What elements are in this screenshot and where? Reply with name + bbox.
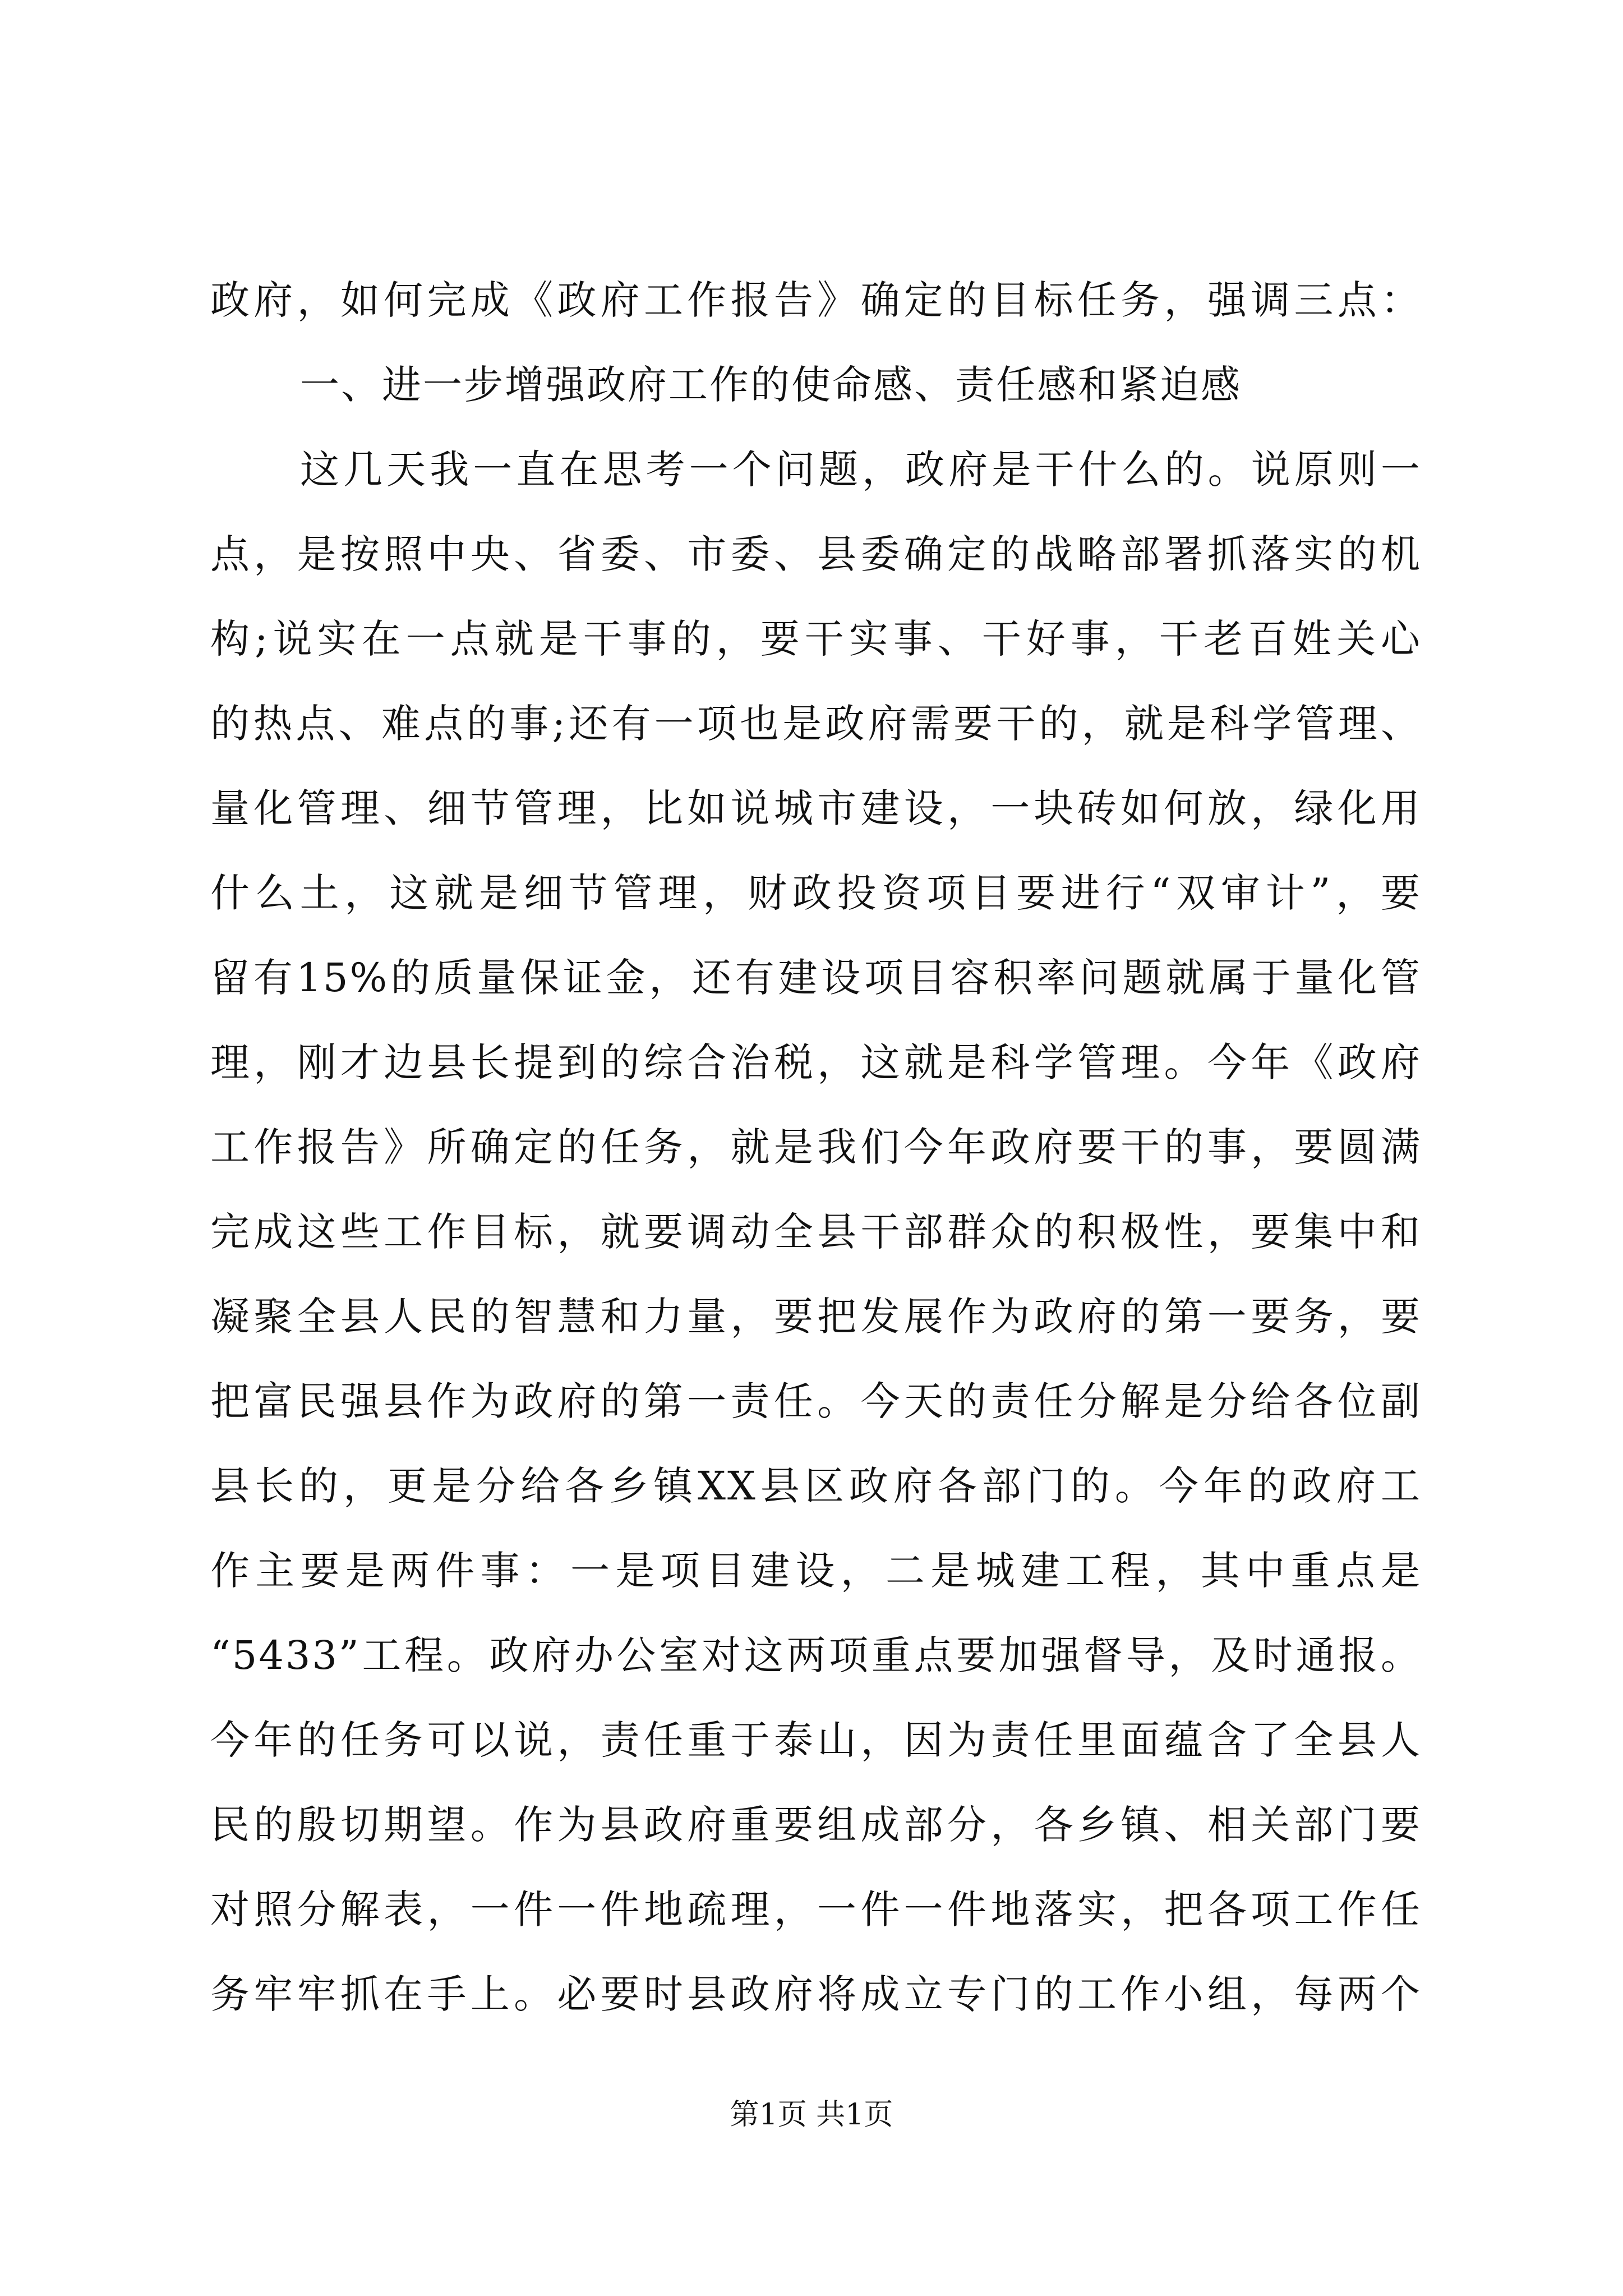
text-line: 务牢牢抓在手上。必要时县政府将成立专门的工作小组，每两个 <box>210 1971 1422 2017</box>
text-line: 县长的，更是分给各乡镇XX县区政府各部门的。今年的政府工 <box>210 1463 1422 1509</box>
text-line: 的热点、难点的事;还有一项也是政府需要干的，就是科学管理、 <box>210 701 1422 747</box>
text-line: 这几天我一直在思考一个问题，政府是干什么的。说原则一 <box>300 447 1422 493</box>
page-number-label: 第1页 共1页 <box>730 2098 893 2132</box>
text-line: 理，刚才边县长提到的综合治税，这就是科学管理。今年《政府 <box>210 1039 1422 1085</box>
text-line: 留有15%的质量保证金，还有建设项目容积率问题就属于量化管 <box>210 955 1422 1001</box>
text-line: 构;说实在一点就是干事的，要干实事、干好事，干老百姓关心 <box>210 616 1422 662</box>
text-line: 今年的任务可以说，责任重于泰山，因为责任里面蕴含了全县人 <box>210 1717 1422 1763</box>
text-line: 点，是按照中央、省委、市委、县委确定的战略部署抓落实的机 <box>210 531 1422 577</box>
text-line: 把富民强县作为政府的第一责任。今天的责任分解是分给各位副 <box>210 1378 1422 1424</box>
text-line: 工作报告》所确定的任务，就是我们今年政府要干的事，要圆满 <box>210 1124 1422 1170</box>
page-footer <box>0 2095 1623 2134</box>
text-line: 作主要是两件事：一是项目建设，二是城建工程，其中重点是 <box>210 1548 1422 1594</box>
text-line: 凝聚全县人民的智慧和力量，要把发展作为政府的第一要务，要 <box>210 1294 1422 1340</box>
text-line: 什么土，这就是细节管理，财政投资项目要进行“双审计”，要 <box>210 870 1422 916</box>
text-line: 政府，如何完成《政府工作报告》确定的目标任务，强调三点： <box>210 277 1422 323</box>
text-line: 对照分解表，一件一件地疏理，一件一件地落实，把各项工作任 <box>210 1887 1422 1932</box>
text-line: “5433”工程。政府办公室对这两项重点要加强督导，及时通报。 <box>210 1632 1422 1678</box>
text-line: 民的殷切期望。作为县政府重要组成部分，各乡镇、相关部门要 <box>210 1802 1422 1848</box>
section-heading: 一、进一步增强政府工作的使命感、责任感和紧迫感 <box>300 362 1242 408</box>
text-line: 量化管理、细节管理，比如说城市建设，一块砖如何放，绿化用 <box>210 785 1422 831</box>
document-body <box>210 258 1422 2037</box>
text-line: 完成这些工作目标，就要调动全县干部群众的积极性，要集中和 <box>210 1209 1422 1255</box>
